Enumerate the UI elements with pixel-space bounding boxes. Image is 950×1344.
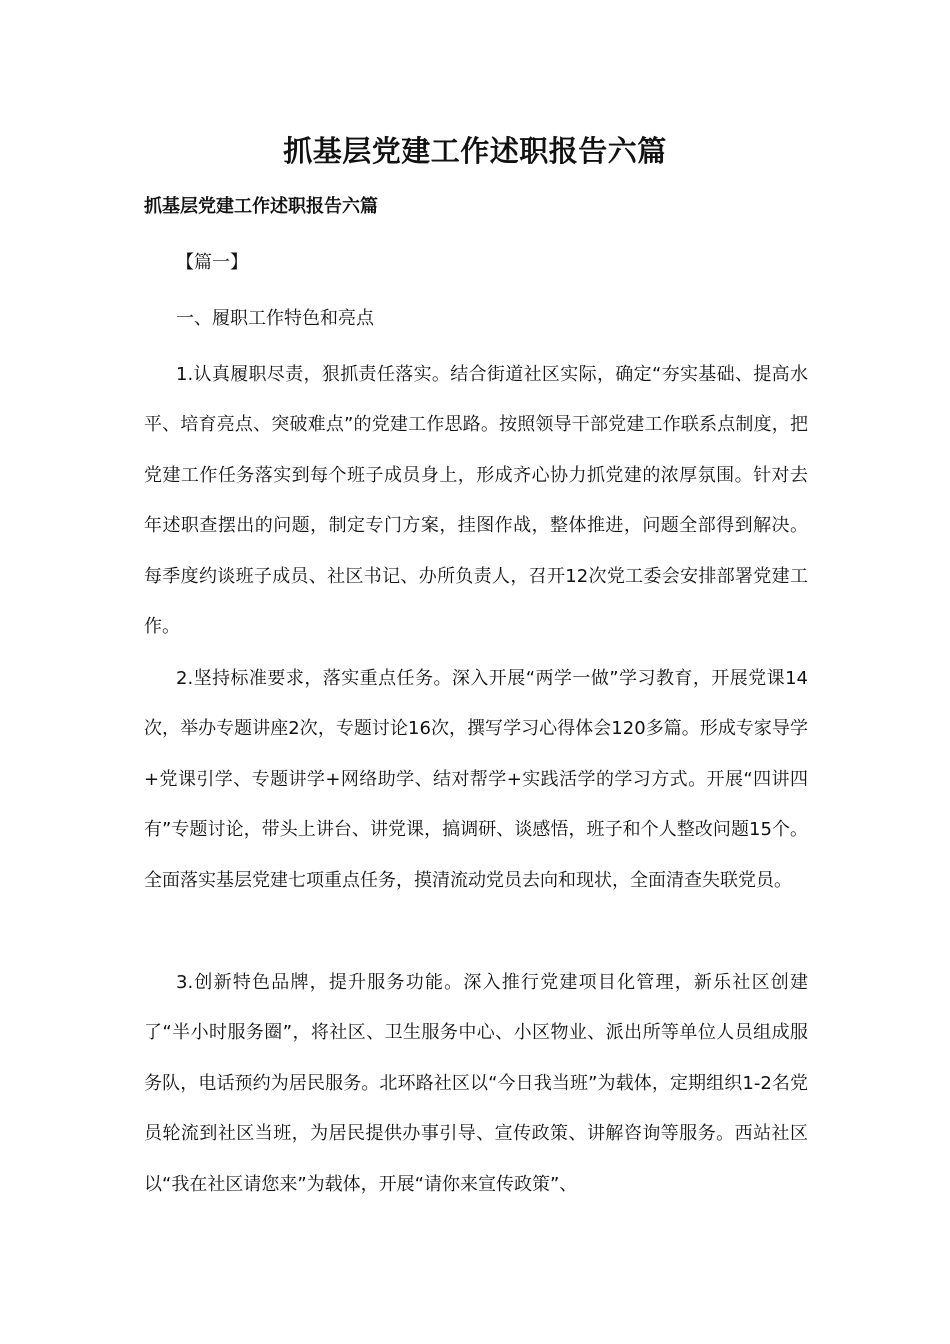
document-title: 抓基层党建工作述职报告六篇 <box>283 134 667 168</box>
paragraph-3: 3.创新特色品牌，提升服务功能。深入推行党建项目化管理，新乐社区创建了“半小时服务圈”，将社区、卫生服务中心、小区物业、派出所等单位人员组成服务队，电话预约为居民服务。北环路社区以“今日我当班”为载体，定期组织1-2名党员轮流到社区当班，为居民提供办事引导、宣传政策、讲解咨询等服务。西站社区以“我在社区请您来”为载体，开展“请你来宣传政策”、 <box>144 972 808 1195</box>
section-heading: 一、履职工作特色和亮点 <box>176 308 374 329</box>
document-subtitle: 抓基层党建工作述职报告六篇 <box>144 196 378 217</box>
section-label: 【篇一】 <box>176 252 248 273</box>
paragraph-2: 2.坚持标准要求，落实重点任务。深入开展“两学一做”学习教育，开展党课14次，举办专题讲座2次，专题讨论16次，撰写学习心得体会120多篇。形成专家导学+党课引学、专题讲学+网络助学、结对帮学+实践活学的学习方式。开展“四讲四有”专题讨论，带头上讲台、讲党课，搞调研、谈感悟，班子和个人整改问题15个。全面落实基层党建七项重点任务，摸清流动党员去向和现状，全面清查失联党员。 <box>144 668 808 891</box>
paragraph-1: 1.认真履职尽责，狠抓责任落实。结合街道社区实际，确定“夯实基础、提高水平、培育亮点、突破难点”的党建工作思路。按照领导干部党建工作联系点制度，把党建工作任务落实到每个班子成员身上，形成齐心协力抓党建的浓厚氛围。针对去年述职查摆出的问题，制定专门方案，挂图作战，整体推进，问题全部得到解决。每季度约谈班子成员、社区书记、办所负责人，召开12次党工委会安排部署党建工作。 <box>144 364 808 638</box>
